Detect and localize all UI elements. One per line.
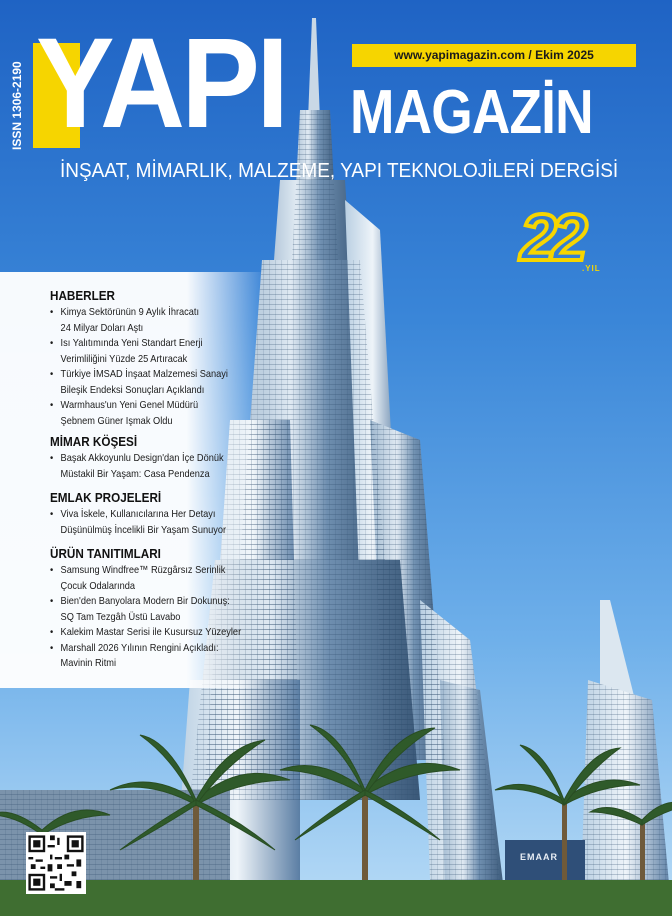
section-heading: EMLAK PROJELERİ [50,490,162,505]
logo-yapi: YAPI [36,12,286,155]
section-heading: MİMAR KÖŞESİ [50,434,138,449]
issn-label: ISSN 1306-2190 [10,61,24,150]
list-item[interactable]: • Warmhaus'un Yeni Genel Müdürü Şebnem Güner Işmak Oldu [50,399,199,427]
section-heading: HABERLER [50,288,116,303]
building-sign: EMAAR [520,852,558,862]
section-urun-tanitimlari [50,546,267,672]
anniversary-number: 22 [520,200,582,274]
section-emlak-projeleri [50,490,250,538]
list-item[interactable]: • Türkiye İMSAD İnşaat Malzemesi Sanayi Bileşik Endeksi Sonuçları Açıklandı [50,368,228,396]
list-item[interactable]: • Viva İskele, Kullanıcılarına Her Detayı Düşünülmüş İncelikli Bir Yaşam Sunuyor [50,508,227,536]
list-item[interactable]: • Marshall 2026 Yılının Rengini Açıkladı: Mavinin Ritmi [50,641,219,669]
anniversary-badge [520,200,616,280]
qr-code-icon[interactable] [26,832,86,894]
list-item[interactable]: • Başak Akkoyunlu Design'dan İçe Dönük Müstakil Bir Yaşam: Casa Pendenza [50,452,224,480]
list-item[interactable]: • Kimya Sektörünün 9 Aylık İhracatı 24 Milyar Doları Aştı [50,306,200,334]
cover-subtitle: İNŞAAT, MİMARLIK, MALZEME, YAPI TEKNOLOJİLERİ DERGİSİ [60,160,619,182]
section-heading: ÜRÜN TANITIMLARI [50,546,161,561]
url-issue-bar[interactable]: www.yapimagazin.com / Ekim 2025 [352,44,636,67]
list-item[interactable]: • Kalekim Mastar Serisi ile Kusursuz Yüzeyler [50,626,242,638]
logo-magazin: MAGAZİN [350,78,593,147]
list-item[interactable]: • Bien'den Banyolara Modern Bir Dokunuş: SQ Tam Tezgâh Üstü Lavabo [50,595,230,623]
section-haberler [50,288,252,429]
contents-panel [0,272,267,688]
list-item[interactable]: • Samsung Windfree™ Rüzgârsız Serinlik Çocuk Odalarında [50,564,226,592]
list-item[interactable]: • Isı Yalıtımında Yeni Standart Enerji Verimliliğini Yüzde 25 Artıracak [50,337,203,365]
section-mimar-kosesi [50,434,247,482]
anniversary-label: .YIL [582,264,601,273]
